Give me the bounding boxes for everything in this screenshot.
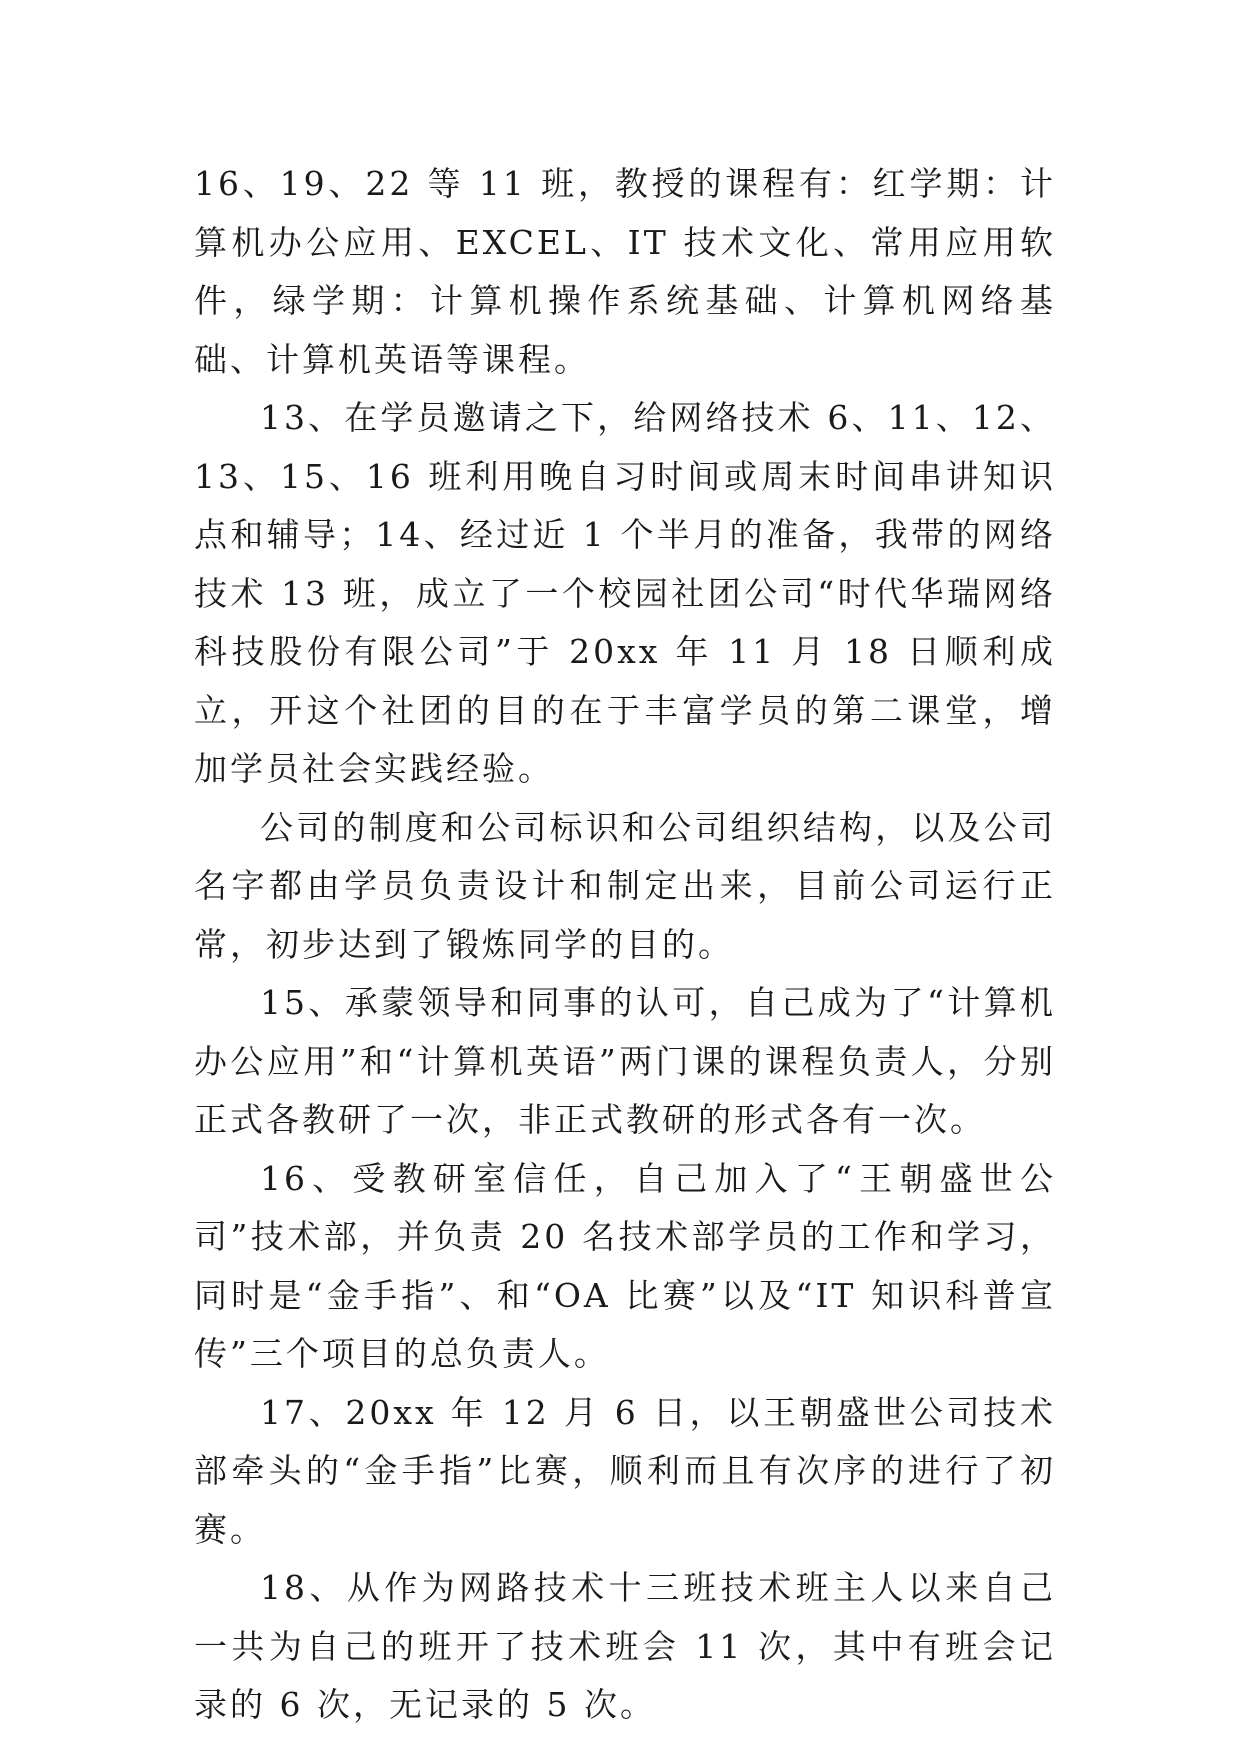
document-body [194,155,1056,1735]
paragraph-item-16: 16、受教研室信任，自己加入了“王朝盛世公司”技术部，并负责 20 名技术部学员的工作和学习，同时是“金手指”、和“OA 比赛”以及“IT 知识科普宣传”三个项目的总负责人。 [194,1158,1056,1373]
paragraph-item-13-14: 13、在学员邀请之下，给网络技术 6、11、12、13、15、16 班利用晚自习时间或周末时间串讲知识点和辅导；14、经过近 1 个半月的准备，我带的网络技术 13 班，成立了一个校园社团公司“时代华瑞网络科技股份有限公司”于 20xx 年 11 月 18 日顺利成立，开这个社团的目的在于丰富学员的第二课堂，增加学员社会实践经验。 [194,398,1056,788]
paragraph-item-17: 17、20xx 年 12 月 6 日，以王朝盛世公司技术部牵头的“金手指”比赛，顺利而且有次序的进行了初赛。 [194,1392,1056,1549]
paragraph-company-structure: 公司的制度和公司标识和公司组织结构，以及公司名字都由学员负责设计和制定出来，目前公司运行正常，初步达到了锻炼同学的目的。 [194,807,1056,964]
paragraph-item-18: 18、从作为网路技术十三班技术班主人以来自己一共为自己的班开了技术班会 11 次，其中有班会记录的 6 次，无记录的 5 次。 [194,1568,1056,1724]
paragraph-continued-courses: 16、19、22 等 11 班，教授的课程有：红学期：计算机办公应用、EXCEL、IT 技术文化、常用应用软件，绿学期：计算机操作系统基础、计算机网络基础、计算机英语等课程。 [194,164,1056,379]
paragraph-item-15: 15、承蒙领导和同事的认可，自己成为了“计算机办公应用”和“计算机英语”两门课的课程负责人，分别正式各教研了一次，非正式教研的形式各有一次。 [194,983,1056,1139]
